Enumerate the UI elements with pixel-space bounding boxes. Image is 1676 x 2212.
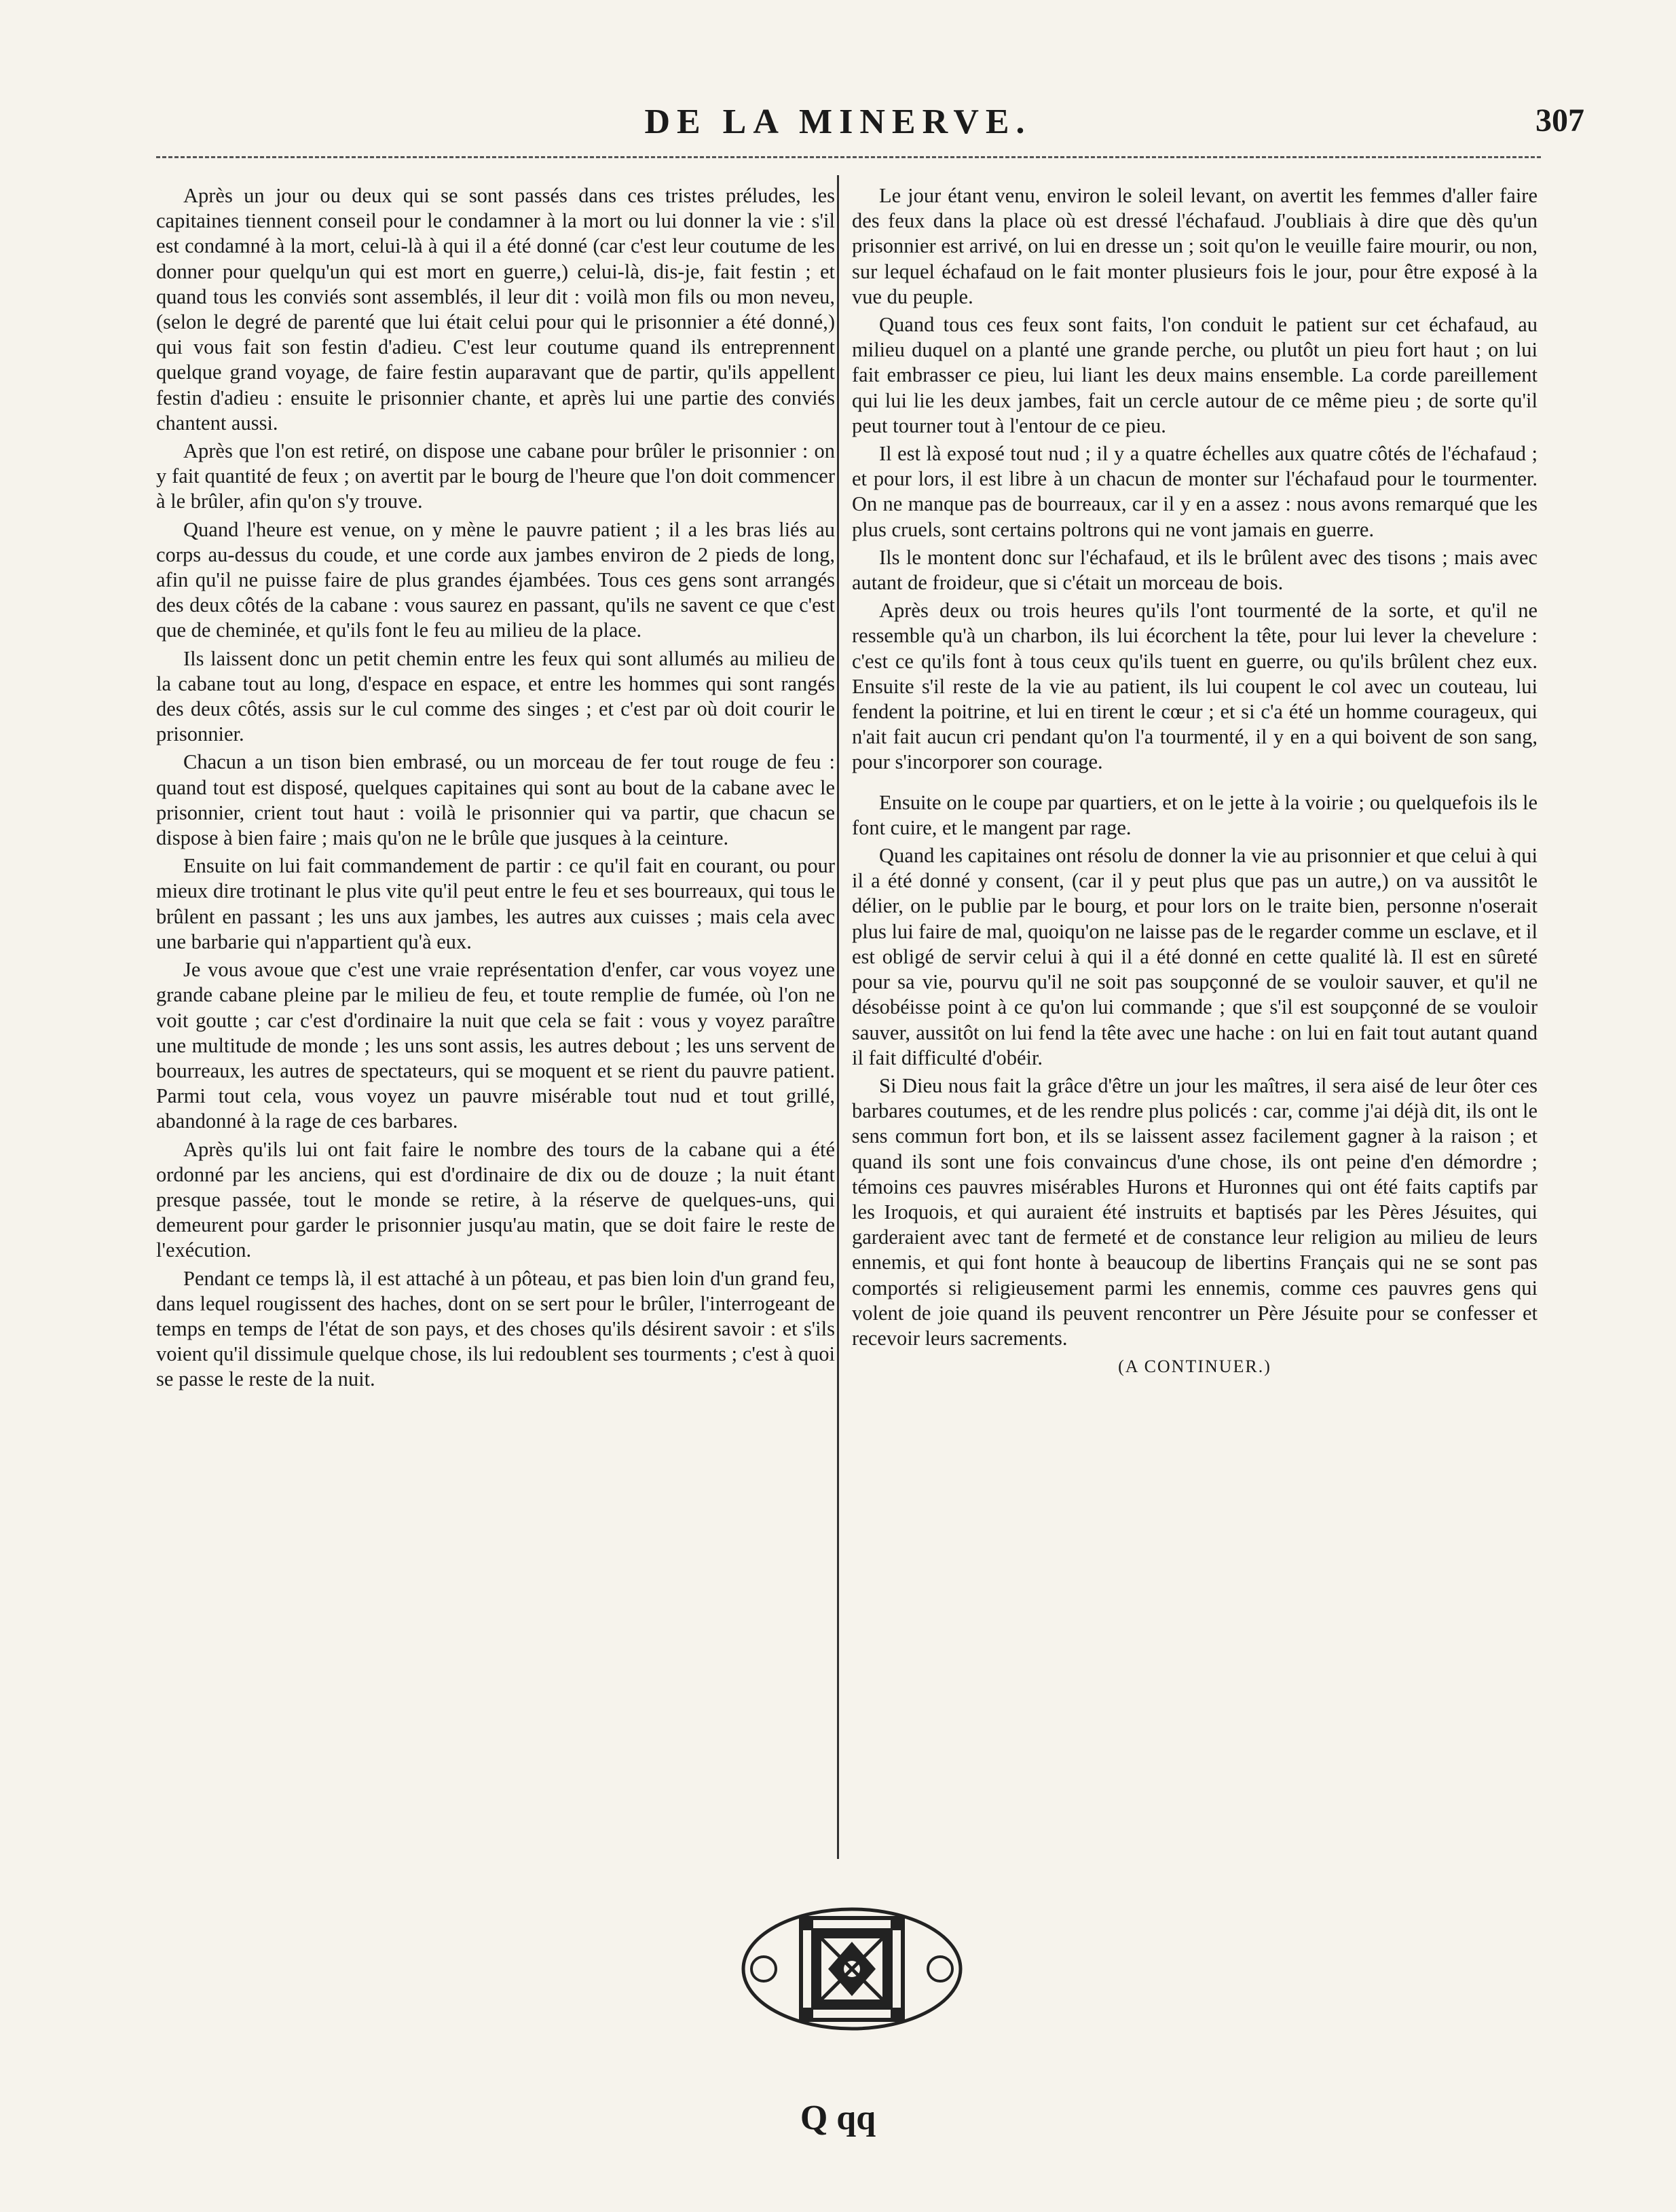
paragraph: Ensuite on le coupe par quartiers, et on le jette à la voirie ; ou quelquefois ils le font cuire, et le mangent par rage. — [852, 790, 1538, 839]
paragraph: Pendant ce temps là, il est attaché à un pôteau, et pas bien loin d'un grand feu, dans lequel rougissent des haches, dont on se sert pour le brûler, l'interrogeant de temps en temps de l'état de son pays, et des choses qu'ils désirent savoir : et s'ils voient qu'il dissimule quelque chose, ils lui redoublent ses tourments ; c'est à quoi se passe le reste de la nuit. — [156, 1266, 835, 1391]
signature-mark: Q qq — [800, 2099, 876, 2137]
continuation-note: (A CONTINUER.) — [1118, 1357, 1271, 1377]
paragraph: Je vous avoue que c'est une vraie représentation d'enfer, car vous voyez une grande cabane pleine par le milieu de feu, et toute remplie de fumée, où l'on ne voit goutte ; car c'est d'ordinaire la nuit que cela se fait : vous y voyez paraître une multitude de monde ; les uns sont assis, les autres debout ; les uns servent de bourreaux, les autres de spectateurs, qui se moquent et se rient du pauvre patient. Parmi tout cela, vous voyez un pauvre misérable tout nud et tout grillé, abandonné à la rage de ces barbares. — [156, 958, 835, 1133]
header-rule — [156, 156, 1541, 158]
paragraph: Chacun a un tison bien embrasé, ou un morceau de fer tout rouge de feu : quand tout est disposé, quelques capitaines qui sont au bout de la cabane avec le prisonnier, crient tout haut : voilà le prisonnier qui va partir, que chacun se dispose à bien faire ; mais qu'on ne le brûle que jusques à la ceinture. — [156, 750, 835, 850]
page-number: 307 — [1535, 103, 1584, 139]
column-divider — [837, 175, 839, 1859]
right-column — [852, 183, 1538, 1382]
paragraph: Après deux ou trois heures qu'ils l'ont tourmenté de la sorte, et qu'il ne ressemble qu'à un charbon, ils lui écorchent la tête, pour lui lever la chevelure : c'est ce qu'ils font à tous ceux qu'ils tuent en guerre, ou qu'ils brûlent chez eux. Ensuite s'il reste de la vie au patient, ils lui coupent le col avec un couteau, lui fendent la poitrine, et lui en tirent le cœur ; et si c'a été un homme courageux, qui n'ait fait aucun cri pendant qu'on l'a tourmenté, il y en a qui boivent de son sang, pour s'incorporer son courage. — [852, 599, 1538, 774]
left-column — [156, 183, 835, 1395]
paragraph: Après un jour ou deux qui se sont passés dans ces tristes préludes, les capitaines tiennent conseil pour le condamner à la mort ou lui donner la vie : s'il est condamné à la mort, celui-là à qui il a été donné (car c'est leur coutume de les donner pour quelqu'un qui est mort en guerre,) celui-là, dis-je, fait festin ; et quand tous les conviés sont assemblés, il leur dit : voilà mon fils ou mon neveu, (selon le degré de parenté que lui était celui pour qui le prisonnier a été donné,) qui vous fait son festin d'adieu. C'est leur coutume quand ils entreprennent quelque grand voyage, de faire festin auparavant que de partir, qu'ils appellent festin d'adieu : ensuite le prisonnier chante, et après lui une partie des conviés chantent aussi. — [156, 184, 835, 435]
page-header-title: DE LA MINERVE. — [644, 103, 1032, 141]
paragraph: Si Dieu nous fait la grâce d'être un jour les maîtres, il sera aisé de leur ôter ces barbares coutumes, et de les rendre plus policés : car, comme j'ai déjà dit, ils ont le sens commun fort bon, et ils se laissent assez facilement gagner à la raison ; et quand ils sont une fois convaincus d'une chose, ils ont peine d'en démordre ; témoins ces pauvres misérables Hurons et Huronnes qui ont été faits captifs par les Iroquois, et qui auraient été instruits et baptisés par les Pères Jésuites, qui garderaient avec tant de fermeté et de constance leur religion au milieu de leurs ennemis, et qui font honte à beaucoup de libertins Français qui ne se sont pas comportés si religieusement parmi les ennemis, comme ces pauvres gens qui volent de joie quand ils peuvent rencontrer un Père Jésuite pour se confesser et recevoir leurs sacrements. — [852, 1073, 1538, 1350]
paragraph: Après qu'ils lui ont fait faire le nombre des tours de la cabane qui a été ordonné par les anciens, qui est d'ordinaire de dix ou de douze ; la nuit étant presque passée, tout le monde se retire, à la réserve de quelques-uns, qui demeurent pour garder le prisonnier jusqu'au matin, que se doit faire le reste de l'exécution. — [156, 1137, 835, 1262]
paragraph: Ils le montent donc sur l'échafaud, et ils le brûlent avec des tisons ; mais avec autant de froideur, que si c'était un morceau de bois. — [852, 545, 1538, 595]
paragraph: Quand les capitaines ont résolu de donner la vie au prisonnier et que celui à qui il a été donné y consent, (car il y peut plus que pas un autre,) on va aussitôt le délier, on le publie par le bourg, et pour lors on le traite bien, personne n'oserait plus lui faire de mal, quoiqu'on ne laisse pas de le regarder comme un esclave, et il est obligé de servir celui à qui il a été donné en cette qualité là. Il est en sûreté pour sa vie, pourvu qu'il ne soit pas soupçonné de se vouloir sauver, et qu'il ne désobéisse point à ce qu'on lui commande ; que s'il est soupçonné de se vouloir sauver, aussitôt on lui fend la tête avec une hache : on lui en fait tout autant quand il fait difficulté d'obéir. — [852, 844, 1538, 1069]
paragraph: Quand tous ces feux sont faits, l'on conduit le patient sur cet échafaud, au milieu duquel on a planté une grande perche, ou plutôt un pieu fort haut ; on lui fait embrasser ce pieu, lui liant les deux mains ensemble. La corde pareillement qui lui lie les deux jambes, fait un cercle autour de ce même pieu ; de sorte qu'il peut tourner tout à l'entour de ce pieu. — [852, 313, 1538, 437]
paragraph: Quand l'heure est venue, on y mène le pauvre patient ; il a les bras liés au corps au-dessus du coude, et une corde aux jambes environ de 2 pieds de long, afin qu'il ne puisse faire de plus grandes éjambées. Tous ces gens sont arrangés des deux côtés de la cabane : vous saurez en passant, qu'ils ne savent ce que c'est que de cheminée, et qu'ils font le feu au milieu de la place. — [156, 517, 835, 642]
paragraph: Ils laissent donc un petit chemin entre les feux qui sont allumés au milieu de la cabane tout au long, d'espace en espace, et entre les hommes qui sont rangés des deux côtés, assis sur le cul comme des singes ; et c'est par où doit courir le prisonnier. — [156, 646, 835, 746]
paragraph: Après que l'on est retiré, on dispose une cabane pour brûler le prisonnier : on y fait quantité de feux ; on avertit par le bourg de l'heure que l'on doit commencer à le brûler, afin qu'on s'y trouve. — [156, 439, 835, 513]
paragraph: Il est là exposé tout nud ; il y a quatre échelles aux quatre côtés de l'échafaud ; et pour lors, il est libre à un chacun de monter sur l'échafaud pour le tourmenter. On ne manque pas de bourreaux, car il y en a assez : nous avons remarqué que les plus cruels, sont certains poltrons qui ne vont jamais en guerre. — [852, 442, 1538, 541]
paragraph: Le jour étant venu, environ le soleil levant, on avertit les femmes d'aller faire des feux dans la place où est dressé l'échafaud. J'oubliais à dire que dès qu'un prisonnier est arrivé, on lui en dresse un ; soit qu'on le veuille faire mourir, ou non, sur lequel échafaud on le fait monter plusieurs fois le jour, pour être exposé à la vue du peuple. — [852, 184, 1538, 308]
ornament-icon — [737, 1901, 967, 2037]
paragraph: Ensuite on lui fait commandement de partir : ce qu'il fait en courant, ou pour mieux dire trotinant le plus vite qu'il peut entre le feu et ses bourreaux, qui tous le brûlent en passant ; les uns aux jambes, les autres aux cuisses ; mais cela avec une barbarie qui n'appartient qu'à eux. — [156, 854, 835, 953]
